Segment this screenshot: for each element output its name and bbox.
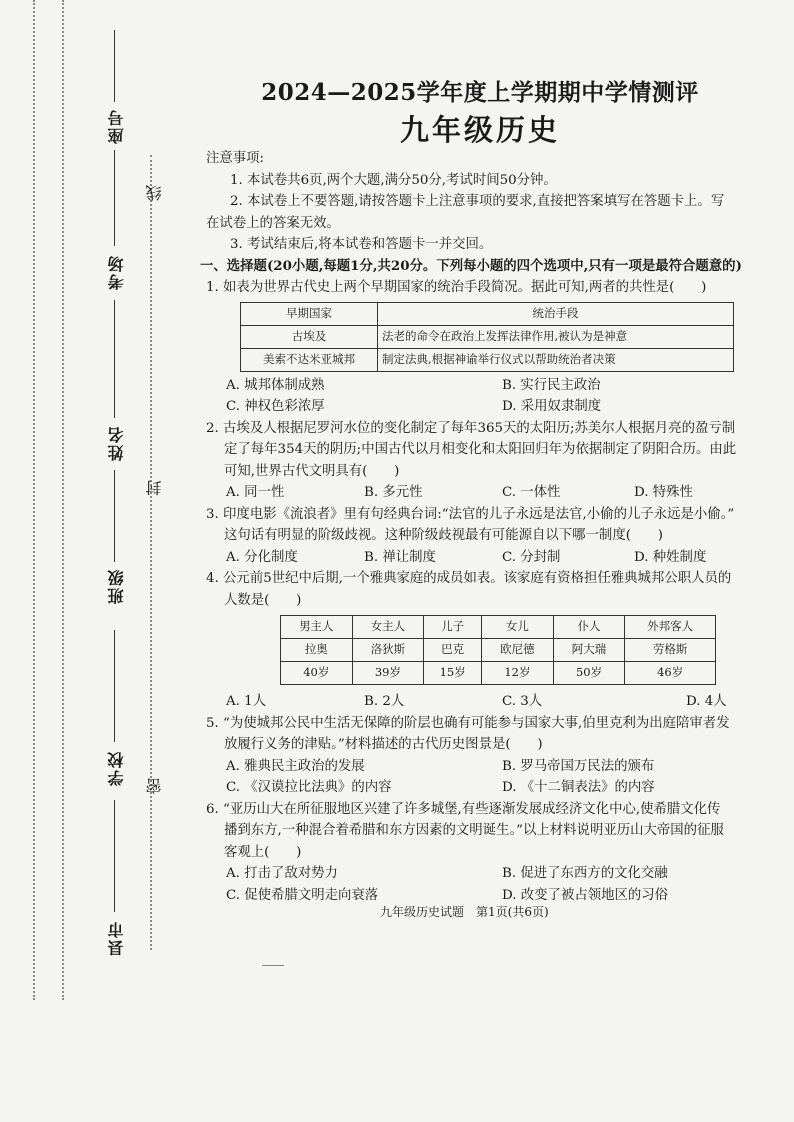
table-cell: 女主人 (352, 616, 424, 639)
option: B. 禅让制度 (364, 549, 436, 565)
table-cell: 古埃及 (241, 325, 378, 348)
option: B. 2人 (364, 694, 405, 709)
option: B. 多元性 (364, 485, 423, 500)
question-6-line: 客观上( ) (224, 844, 302, 860)
option: C. 一体性 (502, 485, 561, 500)
label-name: 姓名 (107, 425, 126, 461)
section-heading: 一、选择题(20小题,每题1分,共20分。下列每小题的四个选项中,只有一项是最符合题意的) (200, 257, 742, 274)
question-6-line: 播到东方,一种混合着希腊和东方因素的文明诞生。”以上材料说明亚历山大帝国的征服 (224, 823, 724, 838)
blank-county (114, 800, 115, 912)
exam-content (200, 148, 772, 906)
option: C. 《汉谟拉比法典》的内容 (226, 780, 392, 795)
option: A. 分化制度 (226, 549, 298, 565)
seal-seal: 封 (145, 480, 164, 496)
footer-dash (262, 965, 284, 966)
table-cell: 50岁 (553, 662, 625, 685)
blank-room (114, 150, 115, 246)
label-county: 县市 (107, 920, 126, 956)
label-seat: 座号 (107, 108, 126, 144)
table-cell: 制定法典,根据神谕举行仪式以帮助统治者决策 (378, 348, 734, 371)
exam-title: 2024—2025学年度上学期期中学情测评 (261, 79, 699, 106)
question-4-options (206, 691, 772, 713)
option: D. 采用奴隶制度 (502, 399, 602, 414)
table-header: 统治手段 (378, 302, 734, 325)
table-cell: 拉奥 (281, 639, 353, 662)
question-1-stem: 1. 如表为世界古代史上两个早期国家的统治手段简况。据此可知,两者的共性是( ) (206, 280, 707, 295)
question-2-line: 可知,世界古代文明具有( ) (224, 463, 400, 479)
question-4-table (280, 615, 716, 685)
notice-item: 1. 本试卷共6页,两个大题,满分50分,考试时间50分钟。 (230, 172, 557, 188)
question-5-line: 放履行义务的津贴。”材料描述的古代历史图景是( ) (224, 737, 543, 752)
question-1-table (240, 302, 734, 372)
binding-margin (0, 0, 175, 1000)
option: A. 雅典民主政治的发展 (226, 758, 365, 774)
table-cell: 仆人 (553, 616, 625, 639)
table-cell: 美索不达米亚城邦 (241, 348, 378, 371)
page-footer: 九年级历史试题 第1页(共6页) (380, 905, 549, 919)
question-4-line: 4. 公元前5世纪中后期,一个雅典家庭的成员如表。该家庭有资格担任雅典城邦公职人员的 (206, 571, 732, 586)
question-6-options (206, 863, 772, 885)
table-cell: 外邦客人 (625, 616, 716, 639)
question-4-line: 人数是( ) (224, 592, 302, 608)
dotted-line-right (62, 0, 64, 1000)
option: B. 实行民主政治 (502, 377, 601, 393)
option: B. 促进了东西方的文化交融 (502, 866, 668, 881)
table-cell: 40岁 (281, 662, 353, 685)
cut-dotted-line (150, 155, 152, 950)
option: A. 打击了敌对势力 (226, 866, 338, 881)
blank-seat (114, 30, 115, 102)
question-5-options (206, 777, 772, 799)
option: D. 种姓制度 (634, 549, 707, 565)
table-cell: 欧尼德 (482, 639, 554, 662)
question-3-options (206, 547, 772, 569)
exam-subject: 九年级历史 (399, 113, 560, 147)
table-cell: 阿大瑞 (553, 639, 625, 662)
question-2-options (206, 482, 772, 504)
table-cell: 46岁 (625, 662, 716, 685)
label-room: 考场 (107, 254, 126, 290)
option: A. 城邦体制成熟 (226, 377, 325, 393)
question-1-options (206, 375, 772, 397)
notice-item: 在试卷上的答案无效。 (206, 215, 340, 231)
table-cell: 39岁 (352, 662, 424, 685)
option: D. 《十二铜表法》的内容 (502, 780, 655, 795)
table-header: 早期国家 (241, 302, 378, 325)
blank-name (114, 300, 115, 418)
option: C. 神权色彩浓厚 (226, 399, 325, 414)
option: D. 特殊性 (634, 485, 693, 500)
table-cell: 男主人 (281, 616, 353, 639)
dotted-line-left (33, 0, 35, 1000)
seal-line: 线 (145, 185, 164, 201)
question-6-line: 6. “亚历山大在所征服地区兴建了许多城堡,有些逐渐发展成经济文化中心,使希腊文化传 (206, 801, 721, 817)
table-cell: 15岁 (424, 662, 482, 685)
option: A. 同一性 (226, 485, 285, 500)
table-cell: 劳格斯 (625, 639, 716, 662)
question-3-line: 这句话有明显的阶级歧视。这种阶级歧视最有可能源自以下哪一制度( ) (224, 528, 663, 543)
question-5-line: 5. “为使城邦公民中生活无保障的阶层也确有可能参与国家大事,伯里克利为出庭陪审者发 (206, 715, 730, 731)
notice-item: 2. 本试卷上不要答题,请按答题卡上注意事项的要求,直接把答案填写在答题卡上。写 (230, 194, 725, 209)
option: D. 改变了被占领地区的习俗 (502, 887, 669, 903)
question-2-line: 2. 古埃及人根据尼罗河水位的变化制定了每年365天的太阳历;苏美尔人根据月亮的盈亏制 (206, 420, 736, 436)
label-class: 班级 (107, 568, 126, 604)
table-cell: 女儿 (482, 616, 554, 639)
option: B. 罗马帝国万民法的颁布 (502, 758, 655, 774)
label-school: 学校 (107, 750, 126, 786)
option: C. 分封制 (502, 549, 561, 565)
blank-school (114, 630, 115, 742)
table-cell: 法老的命令在政治上发挥法律作用,被认为是神意 (378, 325, 734, 348)
seal-secret: 密 (145, 778, 164, 794)
option: A. 1人 (226, 694, 267, 709)
table-cell: 儿子 (424, 616, 482, 639)
blank-class (114, 470, 115, 562)
question-5-options (206, 756, 772, 778)
option: C. 3人 (502, 694, 543, 709)
question-2-line: 定了每年354天的阴历;中国古代以月相变化和太阳回归年为依据制定了阴阳合历。由此 (224, 442, 737, 457)
option: C. 促使希腊文明走向衰落 (226, 887, 379, 903)
question-3-line: 3. 印度电影《流浪者》里有句经典台词:“法官的儿子永远是法官,小偷的儿子永远是小偷。” (206, 506, 735, 522)
table-cell: 巴克 (424, 639, 482, 662)
table-cell: 洛狄斯 (352, 639, 424, 662)
option: D. 4人 (686, 694, 727, 709)
notice-item: 3. 考试结束后,将本试卷和答题卡一并交回。 (230, 237, 493, 252)
notice-heading: 注意事项: (206, 151, 265, 166)
table-cell: 12岁 (482, 662, 554, 685)
question-1-options (206, 396, 772, 418)
